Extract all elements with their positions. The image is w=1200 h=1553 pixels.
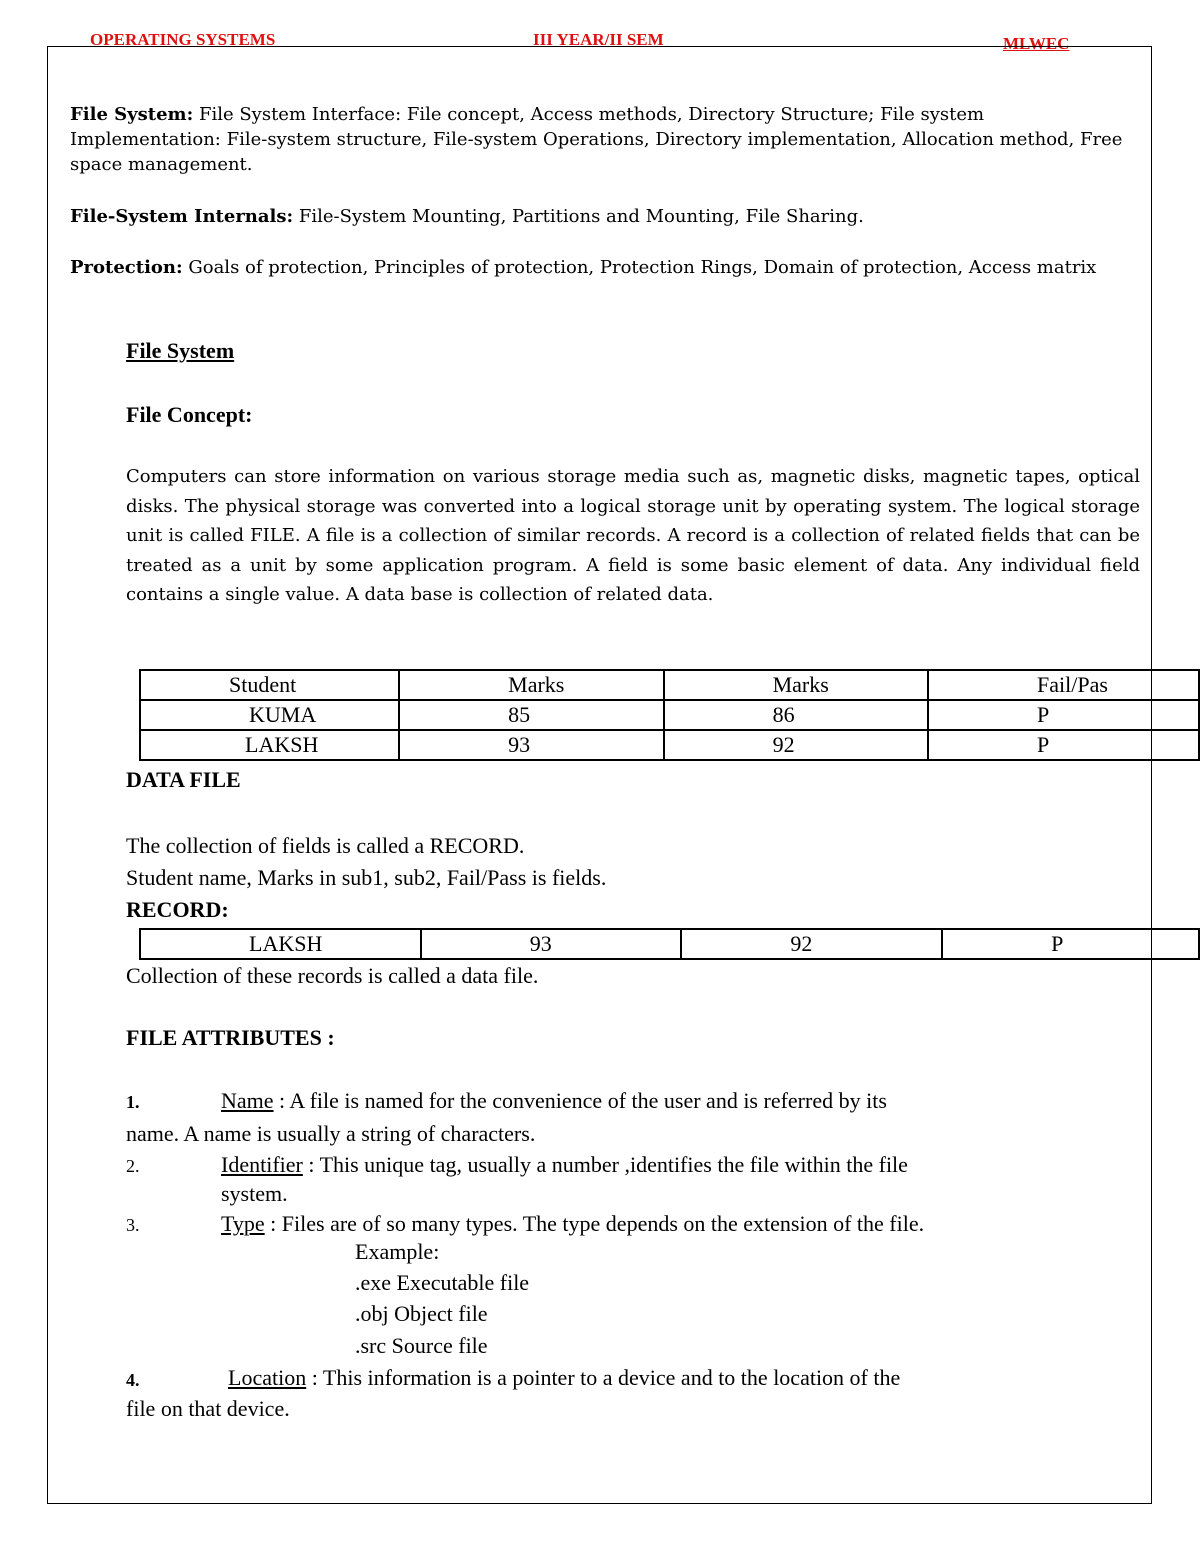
syllabus-fs-label: File System: xyxy=(70,104,194,125)
attribute-cont: name. A name is usually a string of characters. xyxy=(126,1121,536,1146)
attribute-cont: system. xyxy=(221,1181,288,1206)
table-cell: KUMA xyxy=(140,700,399,730)
table-cell: 85 xyxy=(399,700,663,730)
attribute-term: Location xyxy=(228,1365,307,1390)
attribute-cont: file on that device. xyxy=(126,1396,290,1421)
table-header-cell: Fail/Pas xyxy=(928,670,1199,700)
attribute-number: 3. xyxy=(126,1215,140,1235)
header-year: III YEAR/II SEM xyxy=(533,30,664,49)
attribute-text: : This information is a pointer to a device and to the location of the xyxy=(306,1365,901,1390)
attribute-text: : A file is named for the convenience of the user and is referred by its xyxy=(273,1088,887,1113)
table-cell: 93 xyxy=(421,929,682,959)
table-cell: 86 xyxy=(664,700,928,730)
attribute-term: Name xyxy=(221,1088,274,1113)
data-file-table xyxy=(139,669,1200,761)
section-title: File System xyxy=(126,338,235,363)
data-file-heading: DATA FILE xyxy=(126,767,241,792)
table-cell: 92 xyxy=(681,929,942,959)
syllabus-fsi-text: File-System Mounting, Partitions and Mounting, File Sharing. xyxy=(293,206,864,227)
file-concept-text: Computers can store information on various storage media such as, magnetic disks, magnetic tapes, optical disks. The physical storage was converted into a logical storage unit by operating system. The logical storage unit is called FILE. A file is a collection of similar records. A record is a collection of related fields that can be treated as a unit by some application program. A field is some basic element of data. Any individual field contains a single value. A data base is collection of related data. xyxy=(126,466,1140,605)
attribute-text: : Files are of so many types. The type depends on the extension of the file. xyxy=(264,1211,925,1236)
table-cell: LAKSH xyxy=(140,730,399,760)
syllabus-prot-label: Protection: xyxy=(70,257,183,278)
attribute-location xyxy=(228,1362,900,1393)
table-header-cell: Marks xyxy=(664,670,928,700)
table-cell: LAKSH xyxy=(140,929,421,959)
table-cell: P xyxy=(942,929,1199,959)
syllabus-prot-text: Goals of protection, Principles of protection, Protection Rings, Domain of protection, Access matrix xyxy=(182,257,1097,278)
table-cell: P xyxy=(928,700,1199,730)
syllabus-protection xyxy=(70,255,1140,280)
type-example-label: Example: xyxy=(355,1239,440,1264)
table-row xyxy=(140,700,1199,730)
record-table xyxy=(139,928,1200,960)
attribute-number: 4. xyxy=(126,1370,140,1390)
attribute-number: 2. xyxy=(126,1156,140,1176)
table-row xyxy=(140,730,1199,760)
header-subject: OPERATING SYSTEMS xyxy=(90,30,276,49)
record-line-1: The collection of fields is called a RECORD. xyxy=(126,833,525,858)
type-example-item: .obj Object file xyxy=(355,1301,488,1326)
syllabus-fs-internals xyxy=(70,204,1140,229)
attribute-identifier xyxy=(221,1149,908,1180)
table-header-row xyxy=(140,670,1199,700)
table-row xyxy=(140,929,1199,959)
record-heading: RECORD: xyxy=(126,897,229,922)
file-concept-heading: File Concept: xyxy=(126,402,253,427)
type-example-item: .exe Executable file xyxy=(355,1270,530,1295)
syllabus-fs-text: File System Interface: File concept, Access methods, Directory Structure; File system Implementation: File-system structure, File-system Operations, Directory implementation, Allocation method, Free space management. xyxy=(70,104,1123,175)
type-example-item: .src Source file xyxy=(355,1333,488,1358)
attribute-text: : This unique tag, usually a number ,identifies the file within the file xyxy=(302,1152,908,1177)
record-after-text: Collection of these records is called a data file. xyxy=(126,963,539,988)
table-cell: 93 xyxy=(399,730,663,760)
attribute-number: 1. xyxy=(126,1092,140,1112)
attribute-type xyxy=(221,1208,924,1239)
table-header-cell: Student xyxy=(140,670,399,700)
table-cell: P xyxy=(928,730,1199,760)
record-line-2: Student name, Marks in sub1, sub2, Fail/Pass is fields. xyxy=(126,865,607,890)
attribute-term: Identifier xyxy=(221,1152,303,1177)
attributes-heading: FILE ATTRIBUTES : xyxy=(126,1025,335,1050)
table-cell: 92 xyxy=(664,730,928,760)
table-header-cell: Marks xyxy=(399,670,663,700)
syllabus-fsi-label: File-System Internals: xyxy=(70,206,294,227)
header-college: MLWEC xyxy=(1003,34,1070,53)
attribute-name xyxy=(221,1085,887,1116)
attribute-term: Type xyxy=(221,1211,265,1236)
syllabus-file-system xyxy=(70,102,1140,177)
